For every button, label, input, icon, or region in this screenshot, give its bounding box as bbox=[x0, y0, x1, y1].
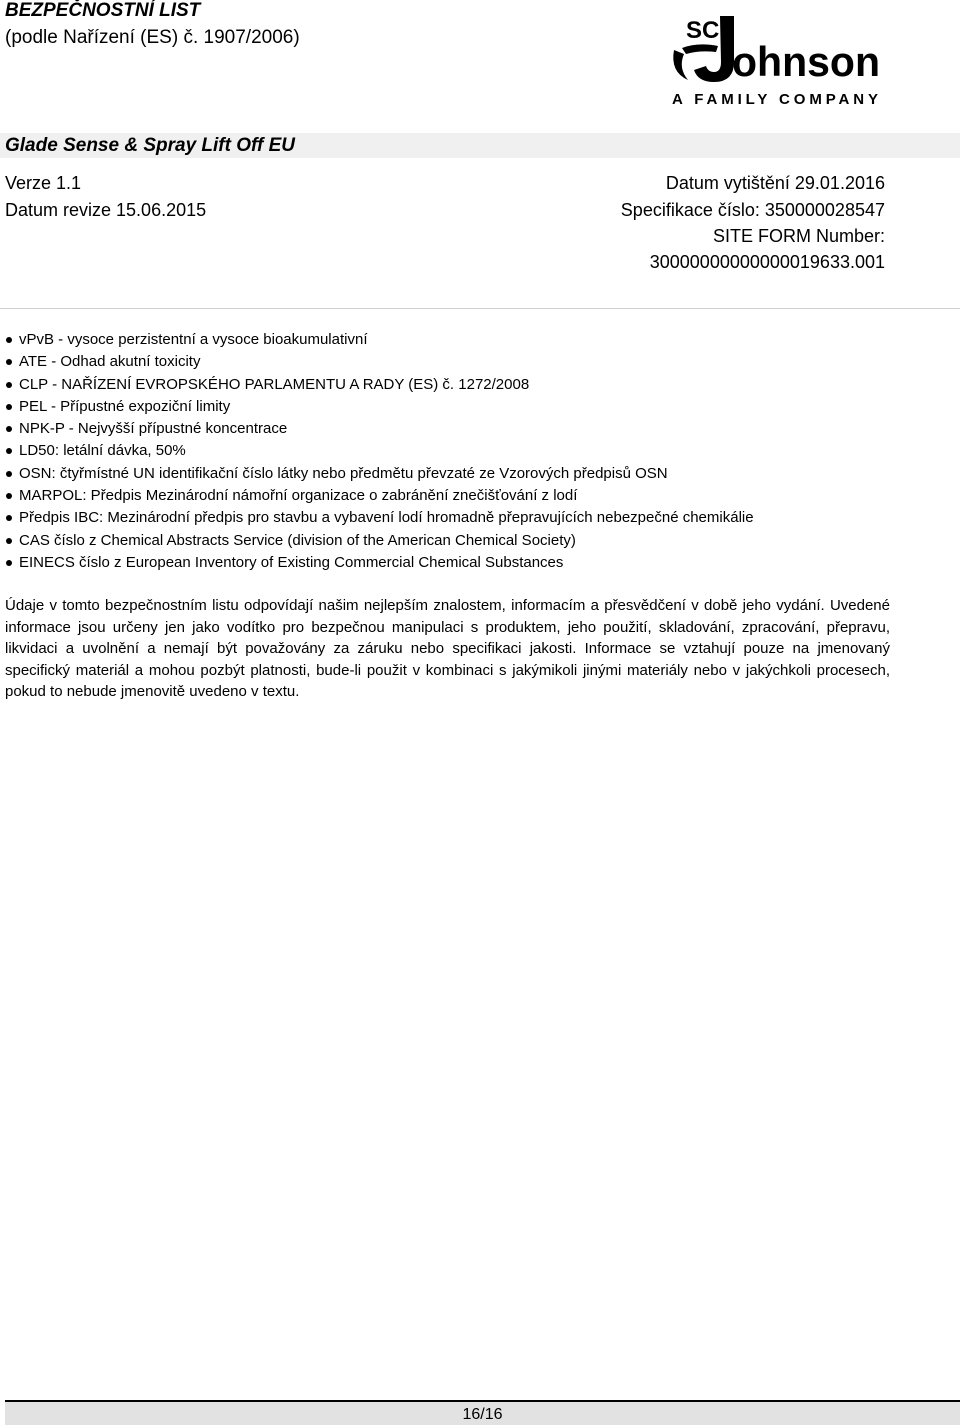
page-number: 16/16 bbox=[462, 1406, 503, 1423]
version: Verze 1.1 bbox=[5, 173, 82, 193]
spec-number: Specifikace číslo: 350000028547 bbox=[620, 200, 885, 220]
list-item: MARPOL: Předpis Mezinárodní námořní organizace o zabránění znečišťování z lodí bbox=[5, 485, 754, 507]
page-footer bbox=[5, 1400, 960, 1425]
list-item: OSN: čtyřmístné UN identifikační číslo látky nebo předmětu převzaté ze Vzorových předpisů OSN bbox=[5, 463, 754, 485]
list-item: Předpis IBC: Mezinárodní předpis pro stavbu a vybavení lodí hromadně přepravujících nebezpečné chemikálie bbox=[5, 507, 754, 529]
list-item: CLP - NAŘÍZENÍ EVROPSKÉHO PARLAMENTU A RADY (ES) č. 1272/2008 bbox=[5, 374, 754, 396]
list-item: PEL - Přípustné expoziční limity bbox=[5, 396, 754, 418]
logo-brand-text: ohnson bbox=[732, 38, 880, 85]
list-item: vPvB - vysoce perzistentní a vysoce bioakumulativní bbox=[5, 329, 754, 351]
logo-tagline: A FAMILY COMPANY bbox=[672, 91, 878, 106]
sc-johnson-logo bbox=[668, 10, 883, 106]
site-form-number: 30000000000000019633.001 bbox=[649, 252, 885, 272]
document-subtitle: (podle Nařízení (ES) č. 1907/2006) bbox=[5, 27, 300, 48]
site-form-label: SITE FORM Number: bbox=[712, 226, 885, 246]
list-item: EINECS číslo z European Inventory of Existing Commercial Chemical Substances bbox=[5, 552, 754, 574]
print-date: Datum vytištění 29.01.2016 bbox=[665, 173, 885, 193]
product-bar bbox=[0, 133, 960, 158]
sc-johnson-logo-graphic bbox=[668, 10, 883, 106]
header-divider bbox=[0, 308, 960, 309]
list-item: ATE - Odhad akutní toxicity bbox=[5, 351, 754, 373]
list-item: LD50: letální dávka, 50% bbox=[5, 440, 754, 462]
product-name: Glade Sense & Spray Lift Off EU bbox=[5, 135, 296, 156]
document-title: BEZPEČNOSTNÍ LIST bbox=[5, 0, 201, 21]
abbreviation-list bbox=[5, 329, 754, 574]
disclaimer-paragraph: Údaje v tomto bezpečnostním listu odpovídají našim nejlepším znalostem, informacím a přesvědčení v době jeho vydání. Uvedené informace jsou určeny jen jako vodítko pro bezpečnou manipulaci s produktem, jeho použití, skladování, zpracování, přepravu, likvidaci a uvolnění a nemají být považovány za záruku nebo specifikaci jakosti. Informace se vztahují pouze na jmenovaný specifický materiál a mohou pozbýt platnosti, bude-li použit v kombinaci s jakýmikoli jinými materiály nebo v jakýchkoli procesech, pokud to nebude jmenovitě uvedeno v textu. bbox=[5, 597, 890, 700]
list-item: CAS číslo z Chemical Abstracts Service (division of the American Chemical Society) bbox=[5, 530, 754, 552]
revision-date: Datum revize 15.06.2015 bbox=[5, 200, 207, 220]
svg-text:SC: SC bbox=[686, 17, 720, 44]
list-item: NPK-P - Nejvyšší přípustné koncentrace bbox=[5, 418, 754, 440]
